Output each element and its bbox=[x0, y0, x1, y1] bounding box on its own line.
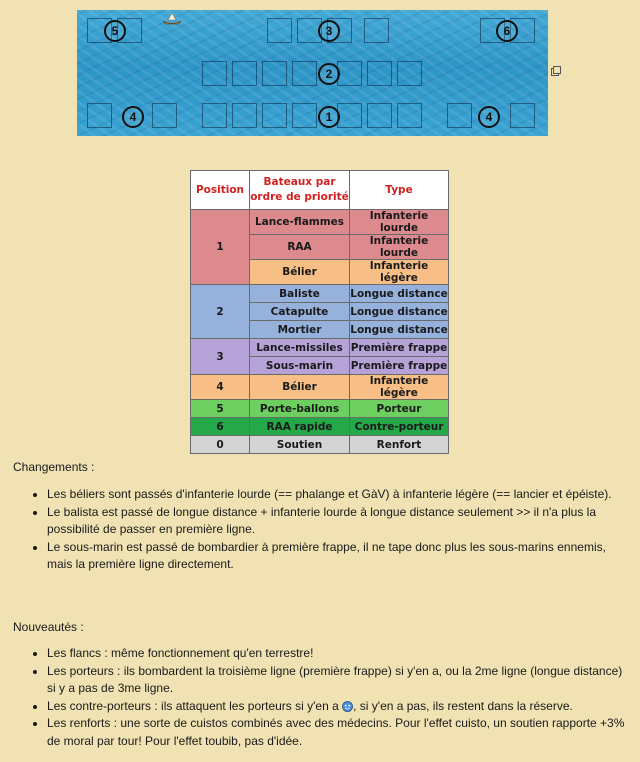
table-cell-boat: Porte-ballons bbox=[250, 400, 350, 418]
list-item: • Les renforts : une sorte de cuistos combinés avec des médecins. Pour l'effet cuisto, un soutien rapporte +3% de moral par tour! Pour l'effet toubib, pas d'idée. bbox=[47, 715, 628, 750]
table-cell-boat: Lance-missiles bbox=[250, 339, 350, 357]
table-cell-boat: Soutien bbox=[250, 436, 350, 454]
position-marker-1: 1 bbox=[318, 106, 340, 128]
formation-slot bbox=[267, 18, 292, 43]
table-cell-position: 2 bbox=[191, 285, 250, 339]
table-cell-boat: Catapulte bbox=[250, 303, 350, 321]
position-marker-3: 3 bbox=[318, 20, 340, 42]
table-cell-position: 5 bbox=[191, 400, 250, 418]
formation-slot bbox=[367, 103, 392, 128]
table-cell-type: Renfort bbox=[350, 436, 449, 454]
table-cell-position: 6 bbox=[191, 418, 250, 436]
table-cell-type: Longue distance bbox=[350, 303, 449, 321]
table-cell-type: Infanterie légère bbox=[350, 260, 449, 285]
table-cell-boat: Lance-flammes bbox=[250, 210, 350, 235]
formation-slot bbox=[337, 61, 362, 86]
table-cell-type: Longue distance bbox=[350, 321, 449, 339]
table-cell-position: 3 bbox=[191, 339, 250, 375]
list-item: • Les porteurs : ils bombardent la troisième ligne (première frappe) si y'en a, ou la 2me ligne (longue distance) si y a pas de 3me ligne. bbox=[47, 663, 628, 698]
table-cell-type: Infanterie lourde bbox=[350, 210, 449, 235]
list-item: • Le sous-marin est passé de bombardier à première frappe, il ne tape donc plus les sous-marins ennemis, mais la première ligne directement. bbox=[47, 539, 628, 574]
counter-carrier-text-before: Les contre-porteurs : ils attaquent les porteurs si y'en a bbox=[47, 698, 343, 713]
table-cell-type: Contre-porteur bbox=[350, 418, 449, 436]
battlefield-image bbox=[77, 10, 548, 136]
formation-slot bbox=[152, 103, 177, 128]
position-marker-6: 6 bbox=[496, 20, 518, 42]
formation-slot bbox=[510, 103, 535, 128]
position-marker-4-right: 4 bbox=[478, 106, 500, 128]
list-item bbox=[47, 698, 628, 716]
position-marker-4-left: 4 bbox=[122, 106, 144, 128]
table-cell-boat: RAA bbox=[250, 235, 350, 260]
expand-icon[interactable] bbox=[551, 66, 561, 76]
smiley-icon bbox=[342, 701, 353, 712]
formation-slot bbox=[202, 61, 227, 86]
formation-slot bbox=[292, 103, 317, 128]
formation-slot bbox=[232, 103, 257, 128]
table-header-boats: Bateaux par ordre de priorité bbox=[250, 171, 350, 210]
table-cell-type: Infanterie lourde bbox=[350, 235, 449, 260]
table-cell-type: Première frappe bbox=[350, 357, 449, 375]
formation-slot bbox=[447, 103, 472, 128]
list-item: • Le balista est passé de longue distance + infanterie lourde à longue distance seulement >> il n'a plus la possibilité de passer en première ligne. bbox=[47, 504, 628, 539]
table-cell-position: 0 bbox=[191, 436, 250, 454]
formation-slot bbox=[87, 103, 112, 128]
formation-slot bbox=[262, 103, 287, 128]
formation-slot bbox=[337, 103, 362, 128]
position-marker-5: 5 bbox=[104, 20, 126, 42]
table-cell-type: Porteur bbox=[350, 400, 449, 418]
table-cell-position: 4 bbox=[191, 375, 250, 400]
changes-list bbox=[13, 486, 628, 574]
table-cell-boat: RAA rapide bbox=[250, 418, 350, 436]
table-cell-boat: Bélier bbox=[250, 260, 350, 285]
formation-slot bbox=[232, 61, 257, 86]
table-cell-boat: Baliste bbox=[250, 285, 350, 303]
position-marker-2: 2 bbox=[318, 63, 340, 85]
news-list bbox=[13, 645, 628, 750]
table-header-position: Position bbox=[191, 171, 250, 210]
formation-slot bbox=[397, 61, 422, 86]
table-cell-boat: Bélier bbox=[250, 375, 350, 400]
table-cell-boat: Sous-marin bbox=[250, 357, 350, 375]
table-cell-type: Infanterie légère bbox=[350, 375, 449, 400]
changes-heading: Changements : bbox=[13, 460, 95, 474]
formation-slot bbox=[202, 103, 227, 128]
formation-slot bbox=[364, 18, 389, 43]
news-heading: Nouveautés : bbox=[13, 620, 84, 634]
list-item: • Les béliers sont passés d'infanterie lourde (== phalange et GàV) à infanterie légère (== lancier et épéiste). bbox=[47, 486, 628, 504]
list-item: • Les flancs : même fonctionnement qu'en terrestre! bbox=[47, 645, 628, 663]
table-cell-type: Longue distance bbox=[350, 285, 449, 303]
priority-table bbox=[190, 170, 449, 454]
formation-slot bbox=[367, 61, 392, 86]
boat-icon bbox=[161, 12, 183, 26]
formation-slot bbox=[292, 61, 317, 86]
formation-slot bbox=[397, 103, 422, 128]
formation-slot bbox=[262, 61, 287, 86]
table-cell-type: Première frappe bbox=[350, 339, 449, 357]
counter-carrier-text-after: , si y'en a pas, ils restent dans la réserve. bbox=[353, 698, 573, 713]
table-header-type: Type bbox=[350, 171, 449, 210]
table-cell-boat: Mortier bbox=[250, 321, 350, 339]
table-cell-position: 1 bbox=[191, 210, 250, 285]
